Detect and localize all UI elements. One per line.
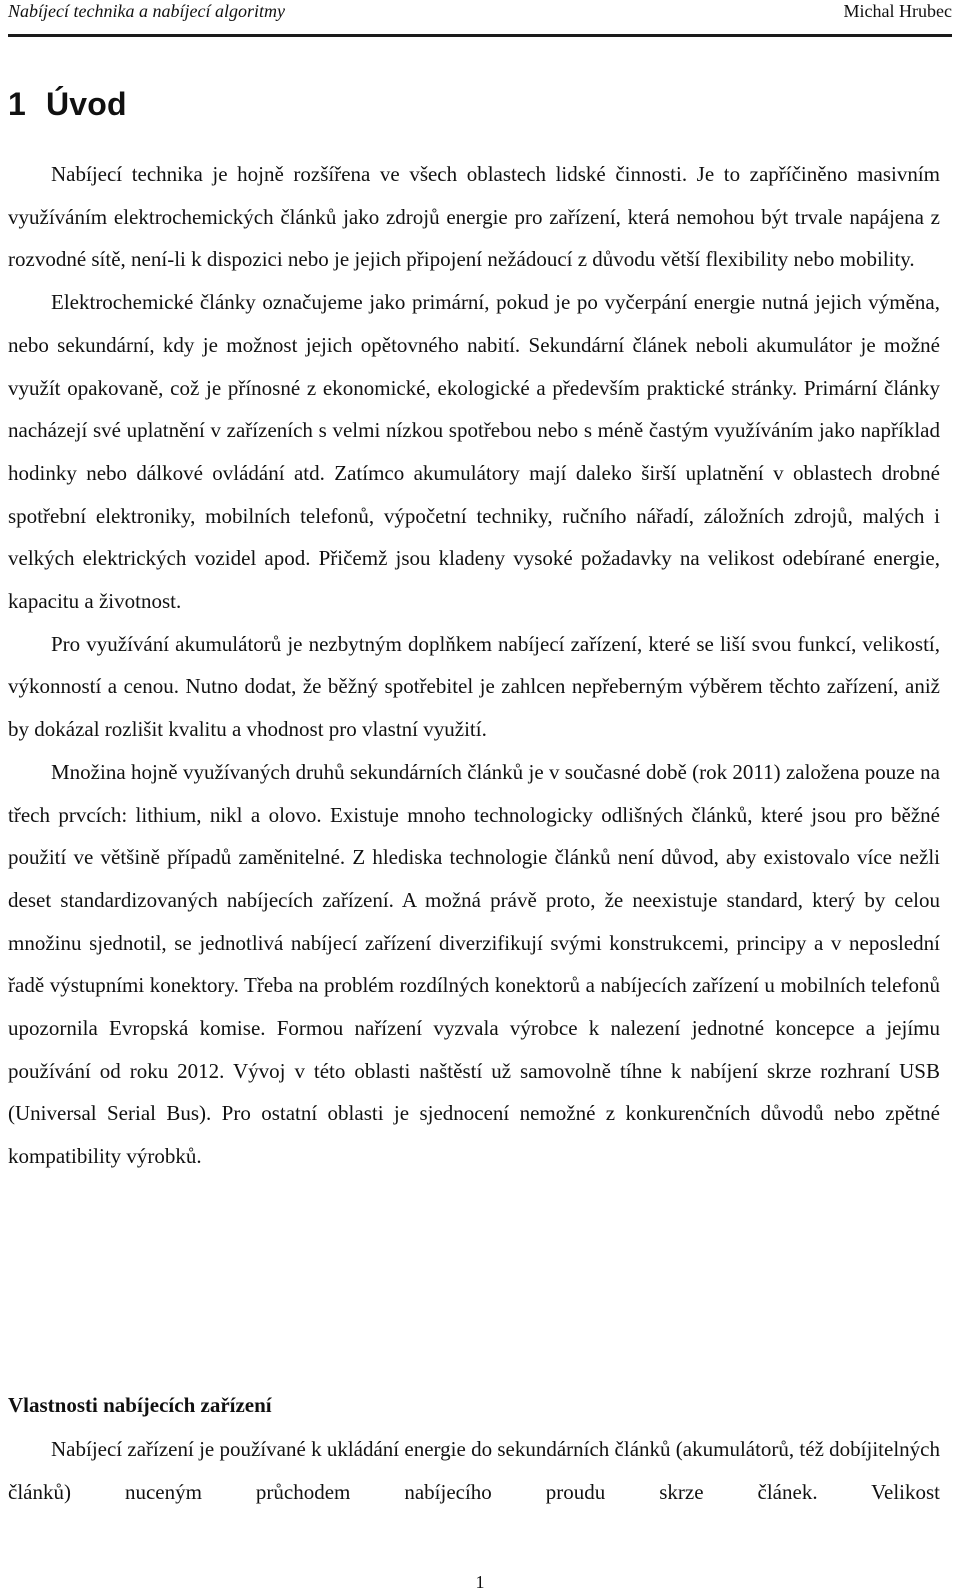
paragraph: Nabíjecí technika je hojně rozšířena ve všech oblastech lidské činnosti. Je to zapříčiněno masivním využíváním elektrochemických článků jako zdrojů energie pro zařízení, která nemohou být trvale napájena z rozvodné sítě, není-li k dispozici nebo je jejich připojení nežádoucí z důvodu větší flexibility nebo mobility. [8,162,940,272]
header-title: Nabíjecí technika a nabíjecí algoritmy [8,1,285,21]
paragraph: Pro využívání akumulátorů je nezbytným doplňkem nabíjecí zařízení, které se liší svou funkcí, velikostí, výkonností a cenou. Nutno dodat, že běžný spotřebitel je zahlcen nepřeberným výběrem těchto zařízení, aniž by dokázal rozlišit kvalitu a vhodnost pro vlastní využití. [8,631,940,742]
chapter-title: Úvod [46,86,127,122]
paragraph: Nabíjecí zařízení je používané k ukládání energie do sekundárních článků (akumulátorů, též dobíjitelných článků) nuceným průchodem nabíjecího proudu skrze článek. Velikost [8,1437,940,1504]
running-header [8,0,952,37]
chapter-heading [8,86,127,123]
header-author: Michal Hrubec [843,1,952,21]
subsection-heading: Vlastnosti nabíjecích zařízení [8,1393,272,1417]
chapter-body [8,153,940,1178]
subsection-body [8,1428,940,1513]
paragraph: Množina hojně využívaných druhů sekundárních článků je v současné době (rok 2011) založena pouze na třech prvcích: lithium, nikl a olovo. Existuje mnoho technologicky odlišných článků, které jsou pro běžné použití ve většině případů zaměnitelné. Z hlediska technologie článků není důvod, aby existovalo více nežli deset standardizovaných nabíjecích zařízení. A možná právě proto, že neexistuje standard, který by celou množinu sjednotil, se jednotlivá nabíjecí zařízení diverzifikují svými konstrukcemi, principy a v neposlední řadě výstupními konektory. Třeba na problém rozdílných konektorů a nabíjecích zařízení u mobilních telefonů upozornila Evropská komise. Formou nařízení vyzvala výrobce k nalezení jednotné koncepce a jejímu používání od roku 2012. Vývoj v této oblasti naštěstí už samovolně tíhne k nabíjení skrze rozhraní USB (Universal Serial Bus). Pro ostatní oblasti je sjednocení nemožné z konkurenčních důvodů nebo zpětné kompatibility výrobků. [8,759,940,1169]
chapter-number: 1 [8,86,26,122]
page-number: 1 [475,1572,485,1592]
paragraph: Elektrochemické články označujeme jako primární, pokud je po vyčerpání energie nutná jejich výměna, nebo sekundární, kdy je možnost jejich opětovného nabití. Sekundární článek neboli akumulátor je možné využít opakovaně, což je přínosné z ekonomické, ekologické a především praktické stránky. Primární články nacházejí své uplatnění v zařízeních s velmi nízkou spotřebou nebo s méně častým využíváním jako například hodinky nebo dálkové ovládání atd. Zatímco akumulátory mají daleko širší uplatnění v oblastech drobné spotřební elektroniky, mobilních telefonů, výpočetní techniky, ručního nářadí, záložních zdrojů, malých i velkých elektrických vozidel apod. Přičemž jsou kladeny vysoké požadavky na velikost odebírané energie, kapacitu a životnost. [8,290,940,614]
